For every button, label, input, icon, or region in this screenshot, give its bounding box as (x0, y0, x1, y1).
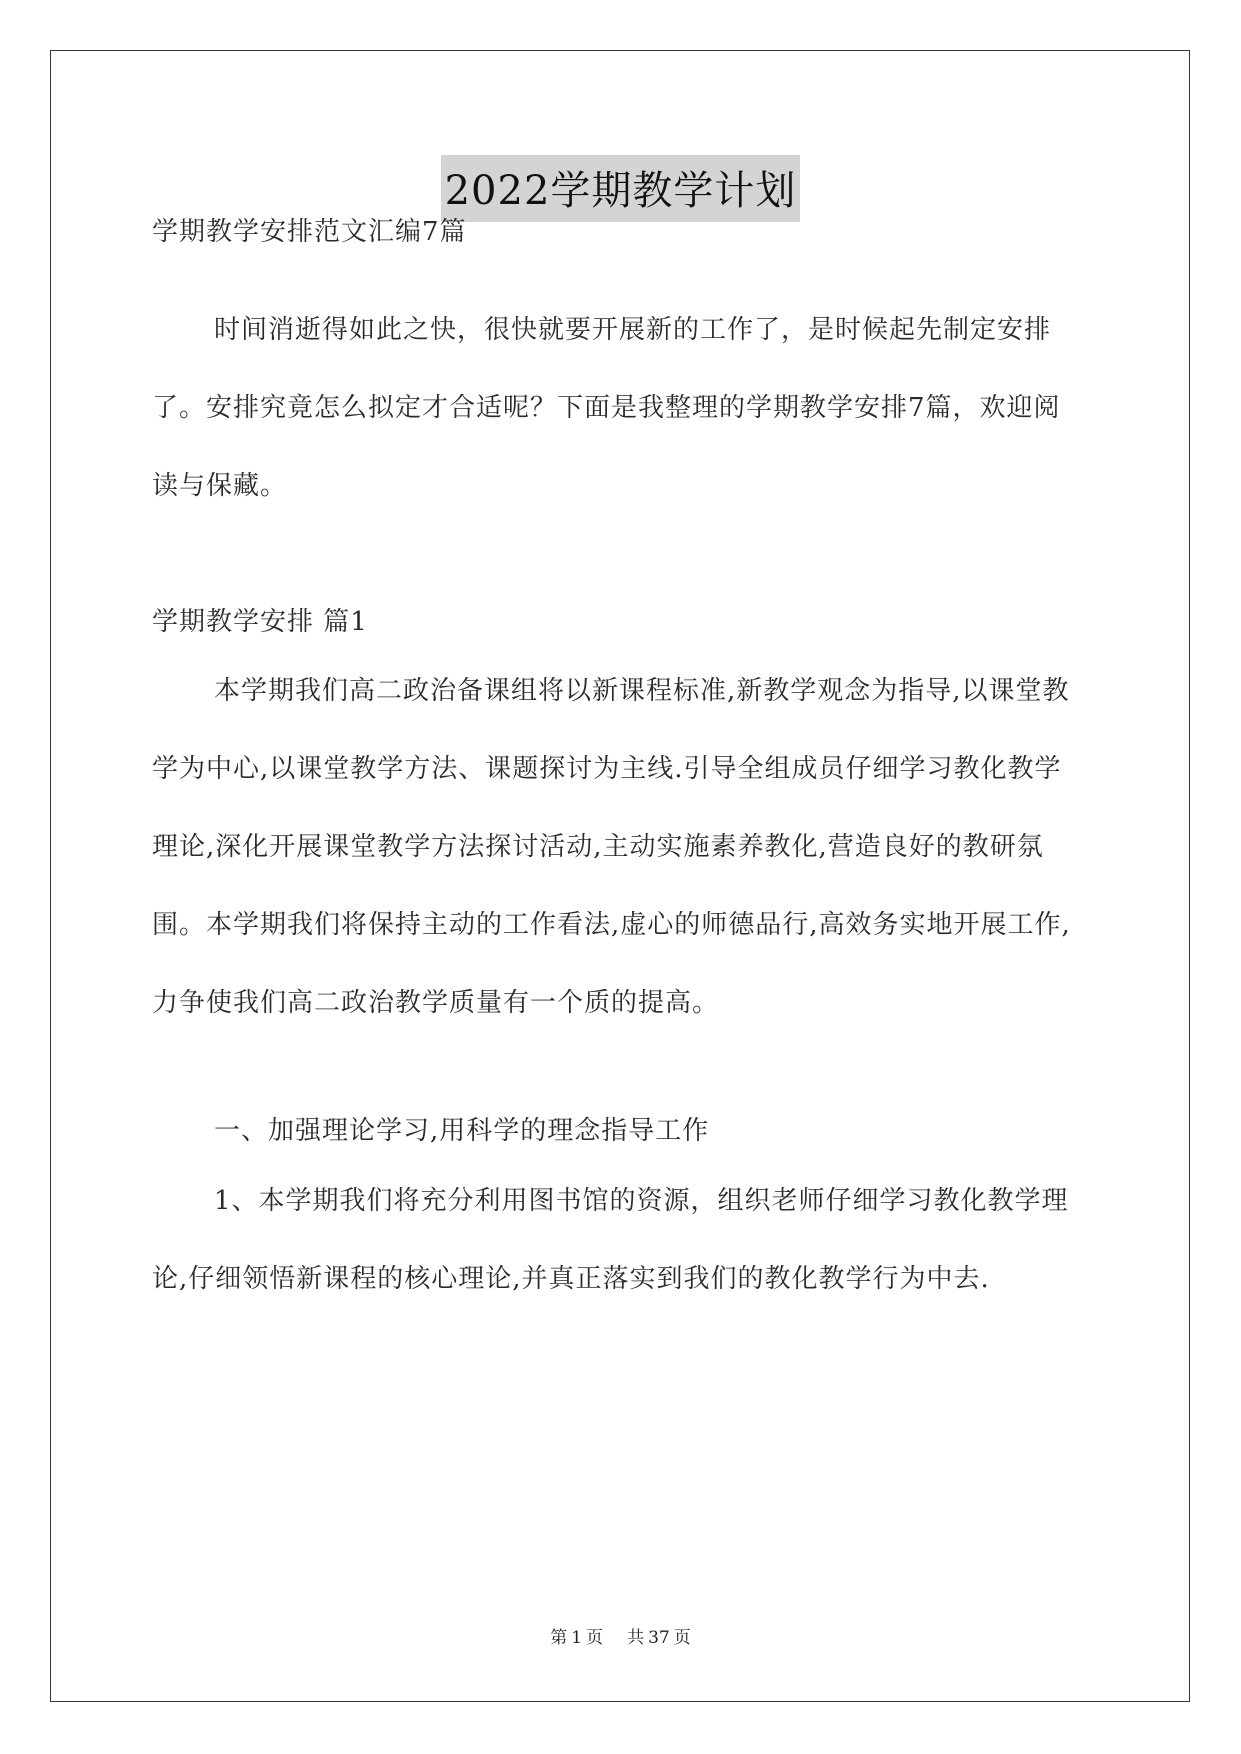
total-prefix: 共 (627, 1628, 645, 1648)
list-item: 1、本学期我们将充分利用图书馆的资源，组织老师仔细学习教化教学理论,仔细领悟新课程的核心理论,并真正落实到我们的教化教学行为中去. (152, 1186, 1069, 1294)
section-heading: 学期教学安排 篇1 (152, 607, 368, 637)
intro-paragraph: 时间消逝得如此之快，很快就要开展新的工作了，是时候起先制定安排了。安排究竟怎么拟定才合适呢？下面是我整理的学期教学安排7篇，欢迎阅读与保藏。 (152, 315, 1061, 501)
page-number: 1 (571, 1628, 583, 1648)
document-subtitle: 学期教学安排范文汇编7篇 (152, 217, 467, 247)
page-footer (0, 1623, 1241, 1648)
total-suffix: 页 (673, 1628, 691, 1648)
point-heading: 一、加强理论学习,用科学的理念指导工作 (214, 1116, 710, 1146)
total-pages: 37 (648, 1628, 670, 1648)
document-title: 2022学期教学计划 (441, 155, 801, 222)
page-prefix: 第 (550, 1628, 568, 1648)
body-paragraph: 本学期我们高二政治备课组将以新课程标准,新教学观念为指导,以课堂教学为中心,以课堂教学方法、课题探讨为主线.引导全组成员仔细学习教化教学理论,深化开展课堂教学方法探讨活动,主动实施素养教化,营造良好的教研氛围。本学期我们将保持主动的工作看法,虚心的师德品行,高效务实地开展工作,力争使我们高二政治教学质量有一个质的提高。 (152, 676, 1071, 1018)
page-suffix: 页 (586, 1628, 604, 1648)
